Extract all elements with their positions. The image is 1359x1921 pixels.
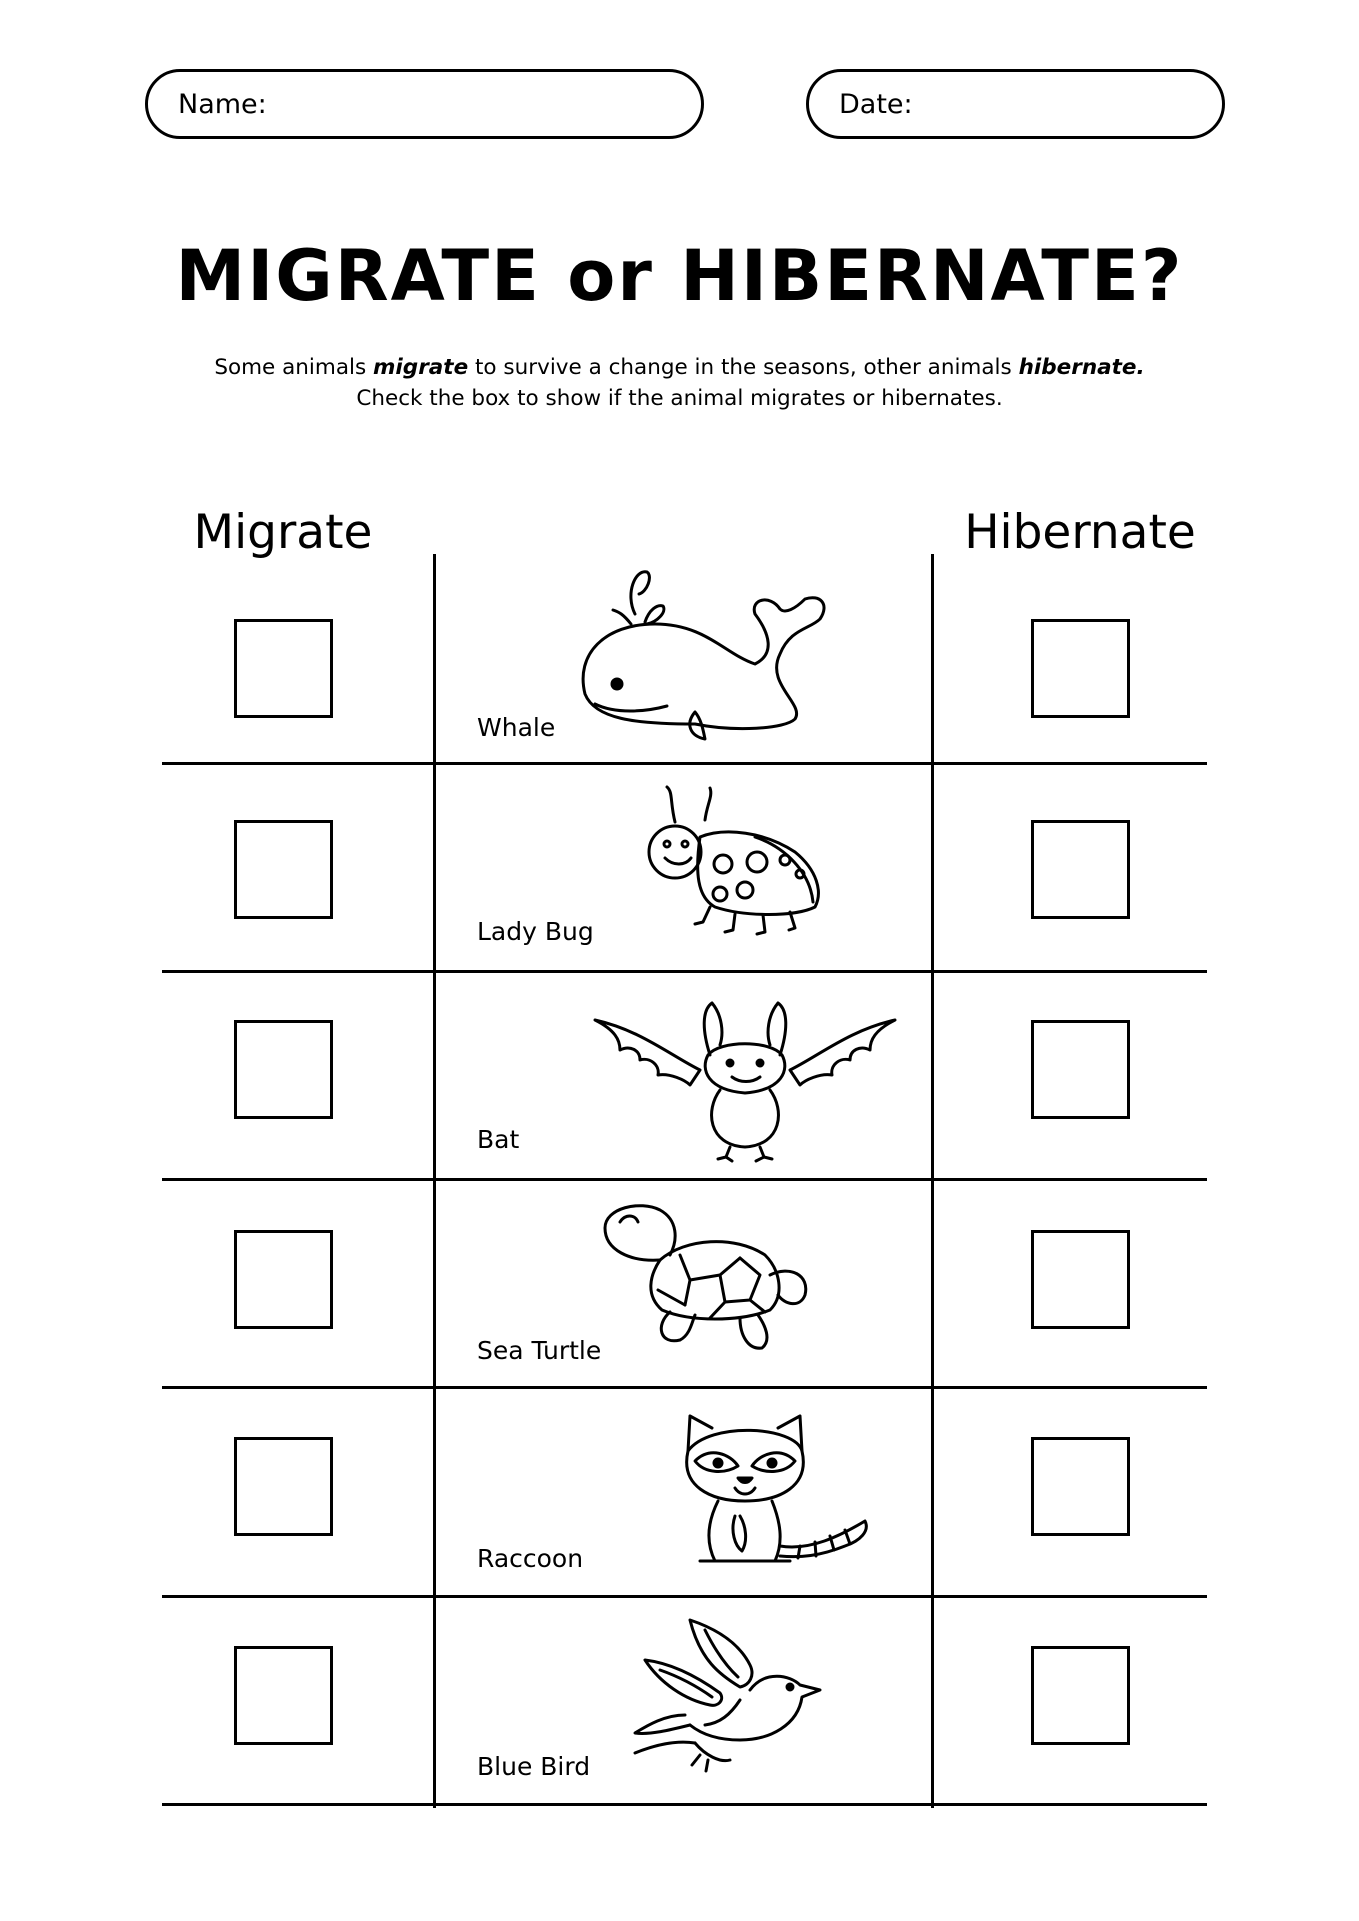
page-title: MIGRATE or HIBERNATE?	[175, 235, 1184, 317]
instructions-line-2: Check the box to show if the animal migrates or hibernates.	[356, 386, 1003, 411]
migrate-checkbox[interactable]	[234, 820, 333, 919]
date-label: Date:	[839, 88, 913, 120]
instructions	[0, 352, 1359, 414]
column-header-migrate: Migrate	[193, 505, 373, 560]
name-field[interactable]	[145, 69, 704, 139]
row-divider	[162, 762, 1207, 765]
instructions-line-1	[0, 352, 1359, 383]
animal-label: Sea Turtle	[477, 1336, 602, 1365]
row-divider	[162, 1386, 1207, 1389]
migrate-checkbox[interactable]	[234, 1646, 333, 1745]
row-divider	[162, 1178, 1207, 1181]
instructions-text: Some animals	[214, 355, 374, 380]
animal-label: Whale	[477, 713, 556, 742]
animal-label: Bat	[477, 1125, 520, 1154]
animal-label: Raccoon	[477, 1544, 584, 1573]
migrate-checkbox[interactable]	[234, 1437, 333, 1536]
row-divider	[162, 1595, 1207, 1598]
date-field[interactable]	[806, 69, 1225, 139]
hibernate-checkbox[interactable]	[1031, 1020, 1130, 1119]
name-label: Name:	[178, 88, 267, 120]
raccoon-icon	[680, 1406, 880, 1576]
column-header-hibernate: Hibernate	[964, 505, 1196, 560]
hibernate-checkbox[interactable]	[1031, 1646, 1130, 1745]
migrate-checkbox[interactable]	[234, 1230, 333, 1329]
sea-turtle-icon	[600, 1200, 840, 1370]
migrate-checkbox[interactable]	[234, 1020, 333, 1119]
hibernate-checkbox[interactable]	[1031, 1230, 1130, 1329]
column-divider-left	[433, 554, 436, 1808]
row-divider	[162, 1803, 1207, 1806]
column-divider-right	[931, 554, 934, 1808]
row-divider	[162, 970, 1207, 973]
instructions-emphasis-migrate: migrate	[373, 355, 469, 380]
animal-label: Blue Bird	[477, 1752, 591, 1781]
whale-icon	[575, 514, 895, 754]
ladybug-icon	[645, 782, 835, 947]
hibernate-checkbox[interactable]	[1031, 619, 1130, 718]
hibernate-checkbox[interactable]	[1031, 1437, 1130, 1536]
blue-bird-icon	[630, 1615, 855, 1790]
hibernate-checkbox[interactable]	[1031, 820, 1130, 919]
migrate-checkbox[interactable]	[234, 619, 333, 718]
instructions-emphasis-hibernate: hibernate.	[1018, 355, 1145, 380]
instructions-text: to survive a change in the seasons, other animals	[468, 355, 1019, 380]
bat-icon	[590, 995, 900, 1165]
animal-label: Lady Bug	[477, 917, 594, 946]
